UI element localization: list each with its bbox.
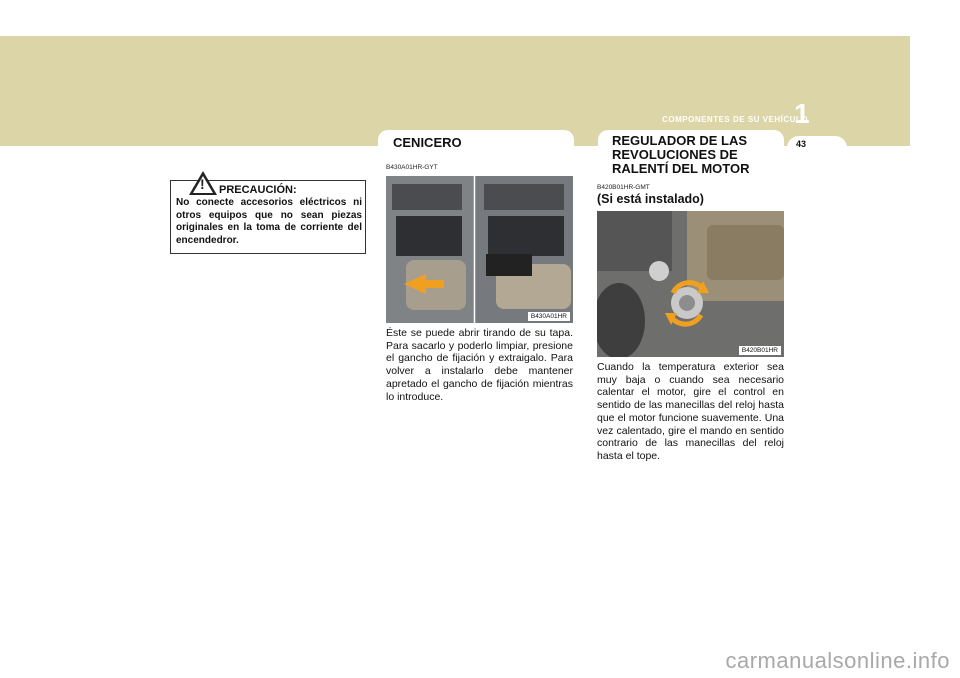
page-number: 43 (796, 139, 807, 149)
idle-title-line2: REVOLUCIONES DE (612, 147, 738, 162)
ashtray-body: Éste se puede abrir tirando de su tapa. Para sacarlo y poderlo limpiar, presione el gancho de fijación y extraigalo. Para volver a instalarlo debe mantener apretado el gancho de fijación mientras lo introduce. (386, 327, 573, 403)
warning-box (170, 176, 366, 254)
idle-subtitle: (Si está instalado) (597, 192, 704, 206)
exclamation-icon: ! (200, 176, 205, 192)
warning-text: No conecte accesorios eléctricos ni otros equipos que no sean piezas originales en la toma de corriente del encendedror. (176, 197, 362, 246)
ashtray-photo (386, 176, 573, 323)
watermark: carmanualsonline.info (725, 648, 950, 673)
idle-image-caption: B420B01HR (739, 346, 781, 355)
idle-photo (597, 211, 784, 357)
idle-body: Cuando la temperatura exterior sea muy baja o cuando sea necesario calentar el motor, gire el control en sentido de las manecillas del reloj hasta que el motor funcione suavemente. Una vez calentado, gire el mando en sentido contrario de las manecillas del reloj hasta el tope. (597, 361, 784, 462)
idle-code: B420B01HR-GMT (597, 184, 650, 191)
ashtray-code: B430A01HR-GYT (386, 164, 438, 171)
chapter-number: 1 (794, 98, 810, 129)
chapter-title: COMPONENTES DE SU VEHÍCULO (662, 115, 808, 124)
idle-title-line1: REGULADOR DE LAS (612, 133, 748, 148)
ashtray-photo-illustration (386, 176, 573, 323)
idle-title-line3: RALENTÍ DEL MOTOR (612, 161, 750, 176)
ashtray-title: CENICERO (393, 135, 462, 150)
warning-title: PRECAUCIÓN: (219, 184, 297, 196)
ashtray-image-caption: B430A01HR (528, 312, 570, 321)
idle-photo-illustration (597, 211, 784, 357)
